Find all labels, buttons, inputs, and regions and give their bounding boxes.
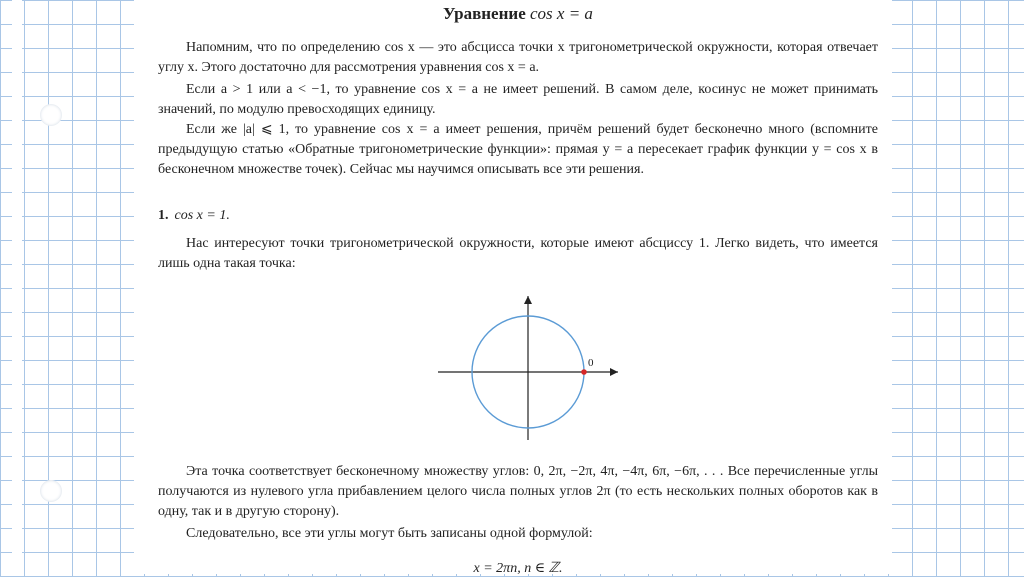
general-formula: x = 2πn, n ∈ ℤ. (473, 561, 563, 576)
page-title (158, 4, 878, 24)
paragraph-points: Нас интересуют точки тригонометрической окружности, которые имеют абсциссу 1. Легко видеть, что имеется лишь одна такая точка: (158, 236, 878, 271)
title-word: Уравнение (443, 4, 526, 23)
section-heading (158, 208, 230, 224)
section-equation: cos x = 1. (174, 208, 230, 223)
paragraph-angles: Эта точка соответствует бесконечному множеству углов: 0, 2π, −2π, 4π, −4π, 6π, −6π, . . . Все перечисленные углы получаются из нулевого угла прибавлением целого числа полных углов 2π (то есть нескольких полных оборотов как в одну, так и в другую сторону). (158, 464, 878, 519)
binder-hole (40, 480, 62, 502)
paper-edge (12, 0, 22, 574)
document-page (134, 0, 892, 574)
title-math: cos x = a (530, 4, 593, 23)
paragraph-formula-intro: Следовательно, все эти углы могут быть записаны одной формулой: (186, 526, 593, 541)
y-axis-arrow (524, 296, 532, 304)
solution-point (581, 369, 587, 375)
binder-hole (40, 104, 62, 126)
paragraph-has-solutions: Если же |a| ⩽ 1, то уравнение cos x = a имеет решения, причём решений будет бесконечно много (вспомните предыдущую статью «Обратные тригонометрические функции»: прямая y = a пересекает график функции y = cos x в бесконечном множестве точек). Сейчас мы научимся описывать все эти решения. (158, 122, 878, 177)
paragraph-definition: Напомним, что по определению cos x — это абсцисса точки x тригонометрической окружности, которая отвечает углу x. Этого достаточно для рассмотрения уравнения cos x = a. (158, 40, 878, 75)
point-label: 0 (588, 357, 594, 369)
x-axis-arrow (610, 368, 618, 376)
section-number: 1. (158, 208, 169, 223)
paragraph-no-solutions: Если a > 1 или a < −1, то уравнение cos x = a не имеет решений. В самом деле, косинус не может принимать значений, по модулю превосходящих единицу. (158, 82, 878, 117)
unit-circle-figure (428, 290, 628, 460)
